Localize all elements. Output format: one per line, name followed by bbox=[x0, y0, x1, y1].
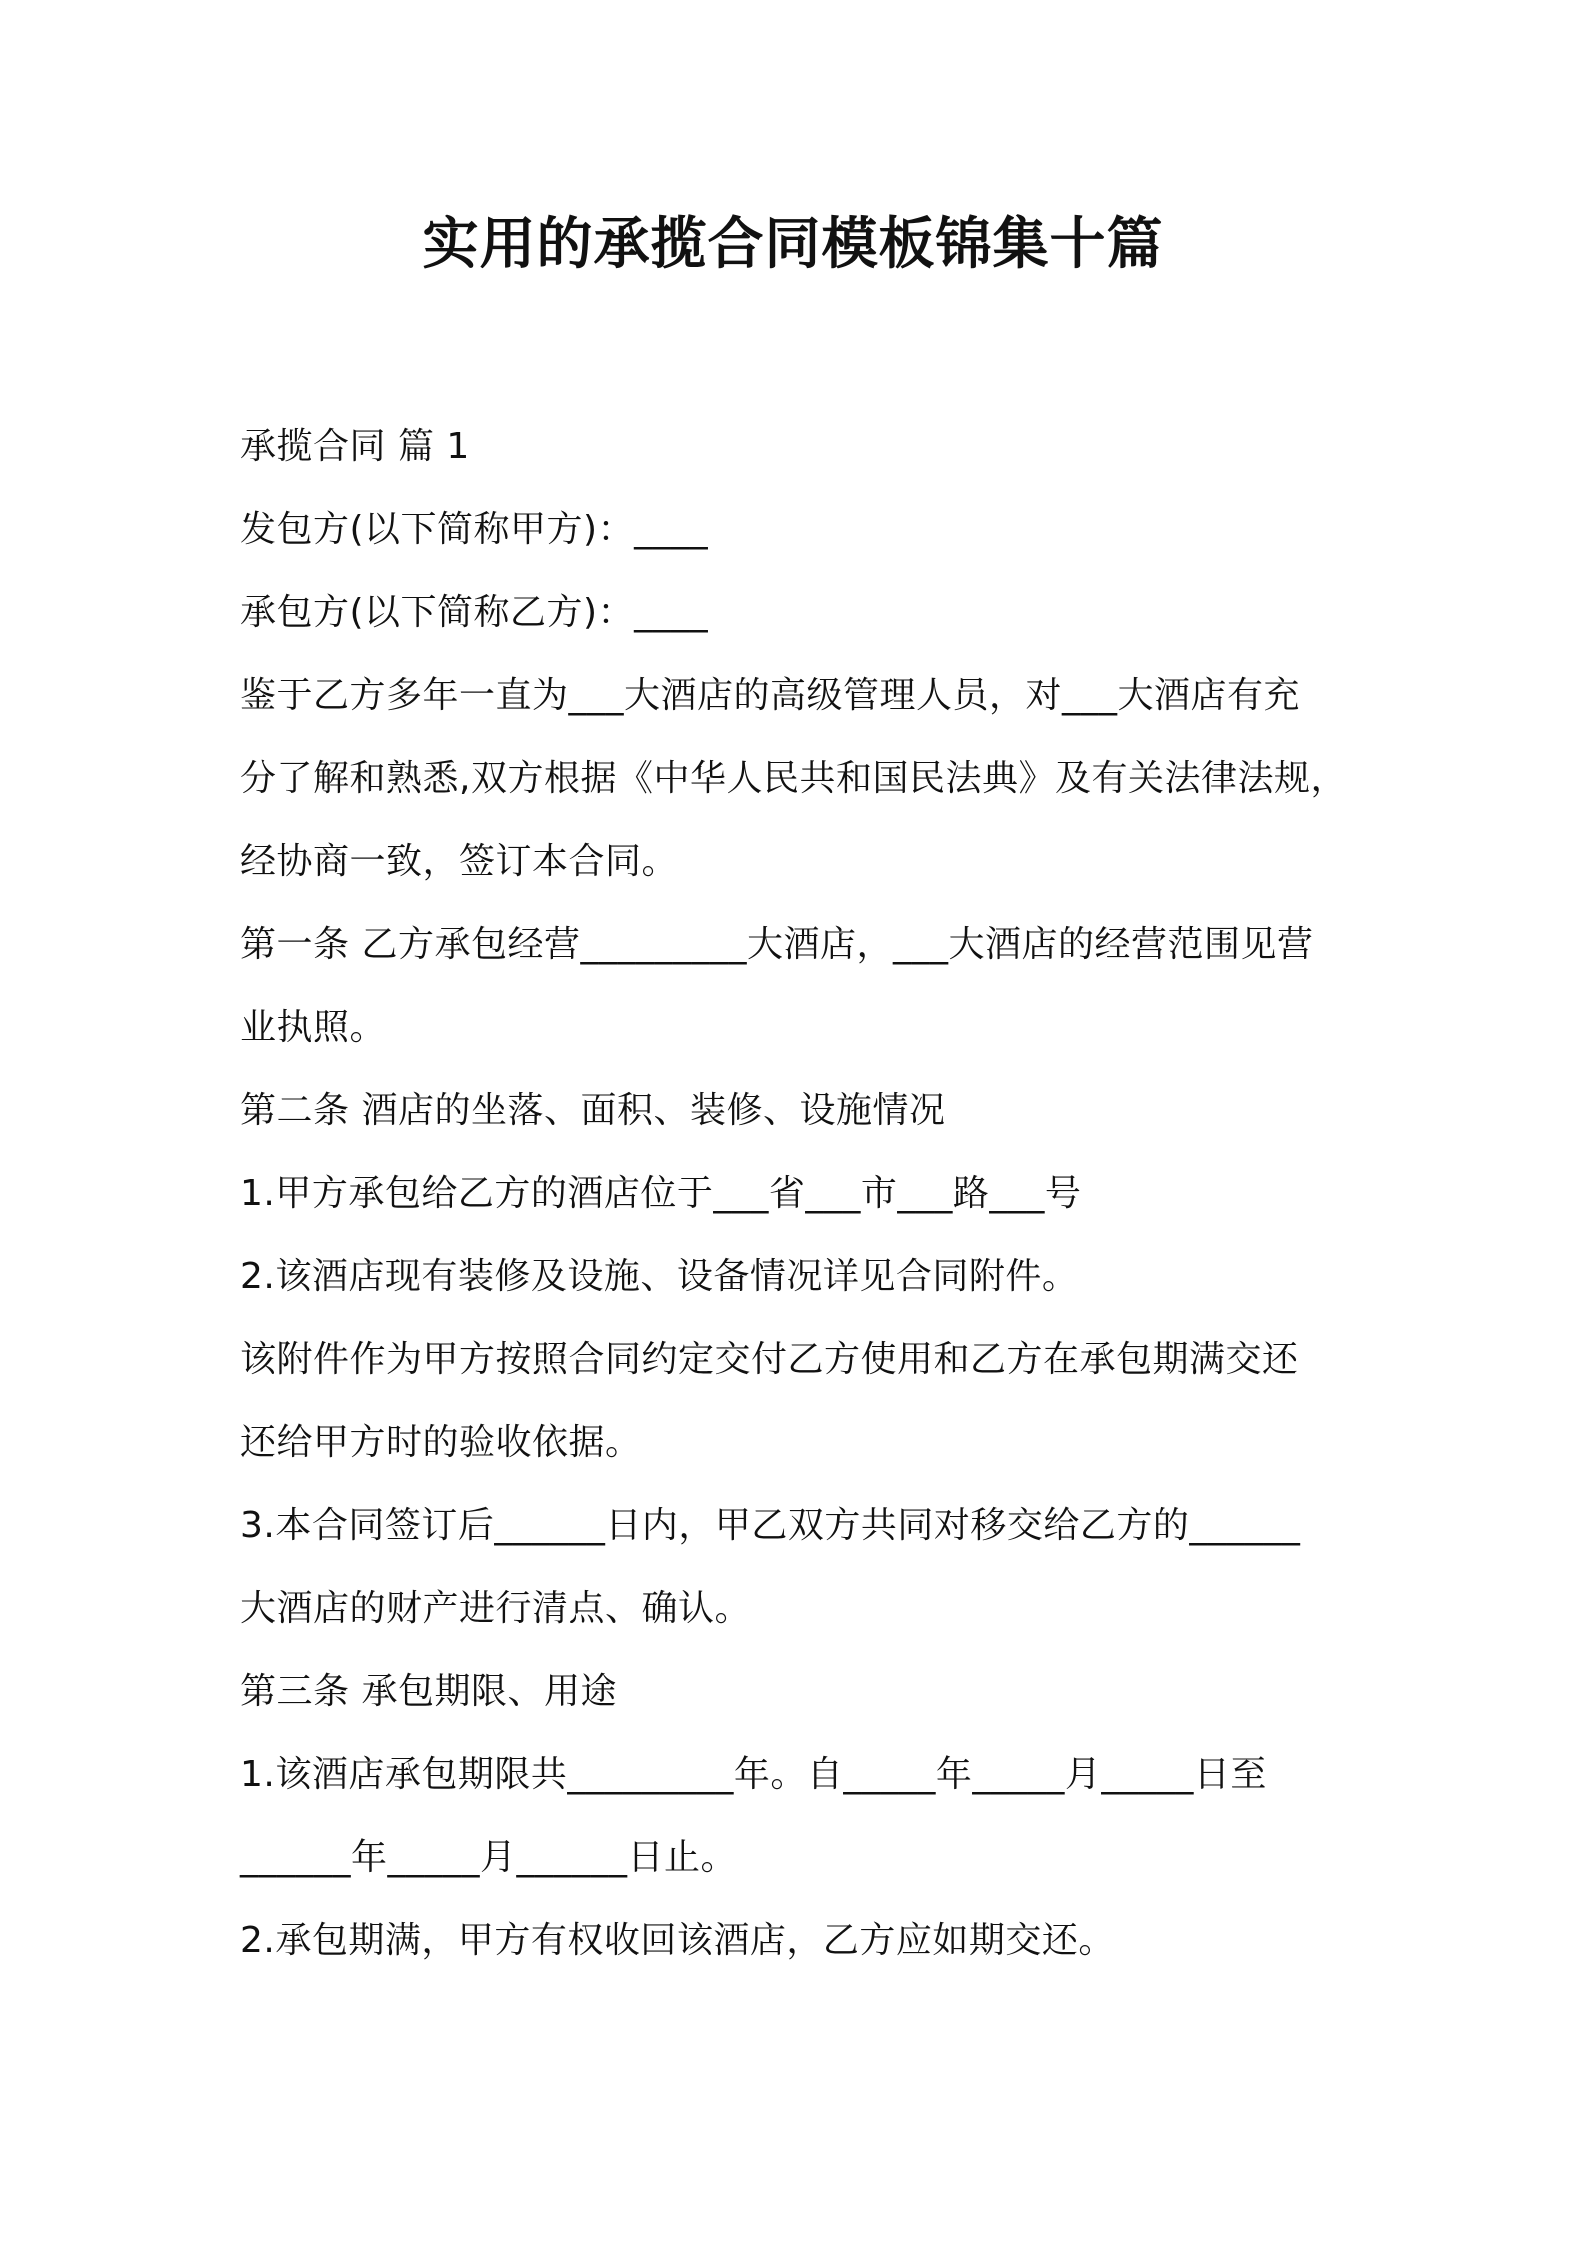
party-a-line: 发包方(以下简称甲方)：____ bbox=[240, 509, 709, 550]
clause-line: 3.本合同签订后______日内，甲乙双方共同对移交给乙方的______ bbox=[240, 1505, 1301, 1546]
article-1-line: 第一条 乙方承包经营_________大酒店，___大酒店的经营范围见营 bbox=[240, 924, 1314, 965]
article-3-heading: 第三条 承包期限、用途 bbox=[240, 1671, 617, 1712]
paragraph-line: 大酒店的财产进行清点、确认。 bbox=[240, 1588, 752, 1629]
party-b-line: 承包方(以下简称乙方)：____ bbox=[240, 592, 709, 633]
paragraph-line: 该附件作为甲方按照合同约定交付乙方使用和乙方在承包期满交还 bbox=[240, 1339, 1299, 1380]
section-heading: 承揽合同 篇 1 bbox=[240, 426, 470, 467]
paragraph-line: ______年_____月______日止。 bbox=[240, 1837, 738, 1878]
clause-line: 1.该酒店承包期限共_________年。自_____年_____月_____日至 bbox=[240, 1754, 1267, 1795]
document-title: 实用的承揽合同模板锦集十篇 bbox=[422, 212, 1164, 277]
paragraph-line: 鉴于乙方多年一直为___大酒店的高级管理人员，对___大酒店有充 bbox=[240, 675, 1301, 716]
clause-line: 2.该酒店现有装修及设施、设备情况详见合同附件。 bbox=[240, 1256, 1079, 1297]
document-body bbox=[240, 405, 1360, 1982]
clause-line: 1.甲方承包给乙方的酒店位于___省___市___路___号 bbox=[240, 1173, 1082, 1214]
clause-line: 2.承包期满，甲方有权收回该酒店，乙方应如期交还。 bbox=[240, 1920, 1115, 1961]
paragraph-line: 业执照。 bbox=[240, 1007, 387, 1048]
article-2-heading: 第二条 酒店的坐落、面积、装修、设施情况 bbox=[240, 1090, 946, 1131]
paragraph-line: 还给甲方时的验收依据。 bbox=[240, 1422, 642, 1463]
paragraph-line: 分了解和熟悉,双方根据《中华人民共和国民法典》及有关法律法规， bbox=[240, 758, 1347, 799]
paragraph-line: 经协商一致，签订本合同。 bbox=[240, 841, 679, 882]
